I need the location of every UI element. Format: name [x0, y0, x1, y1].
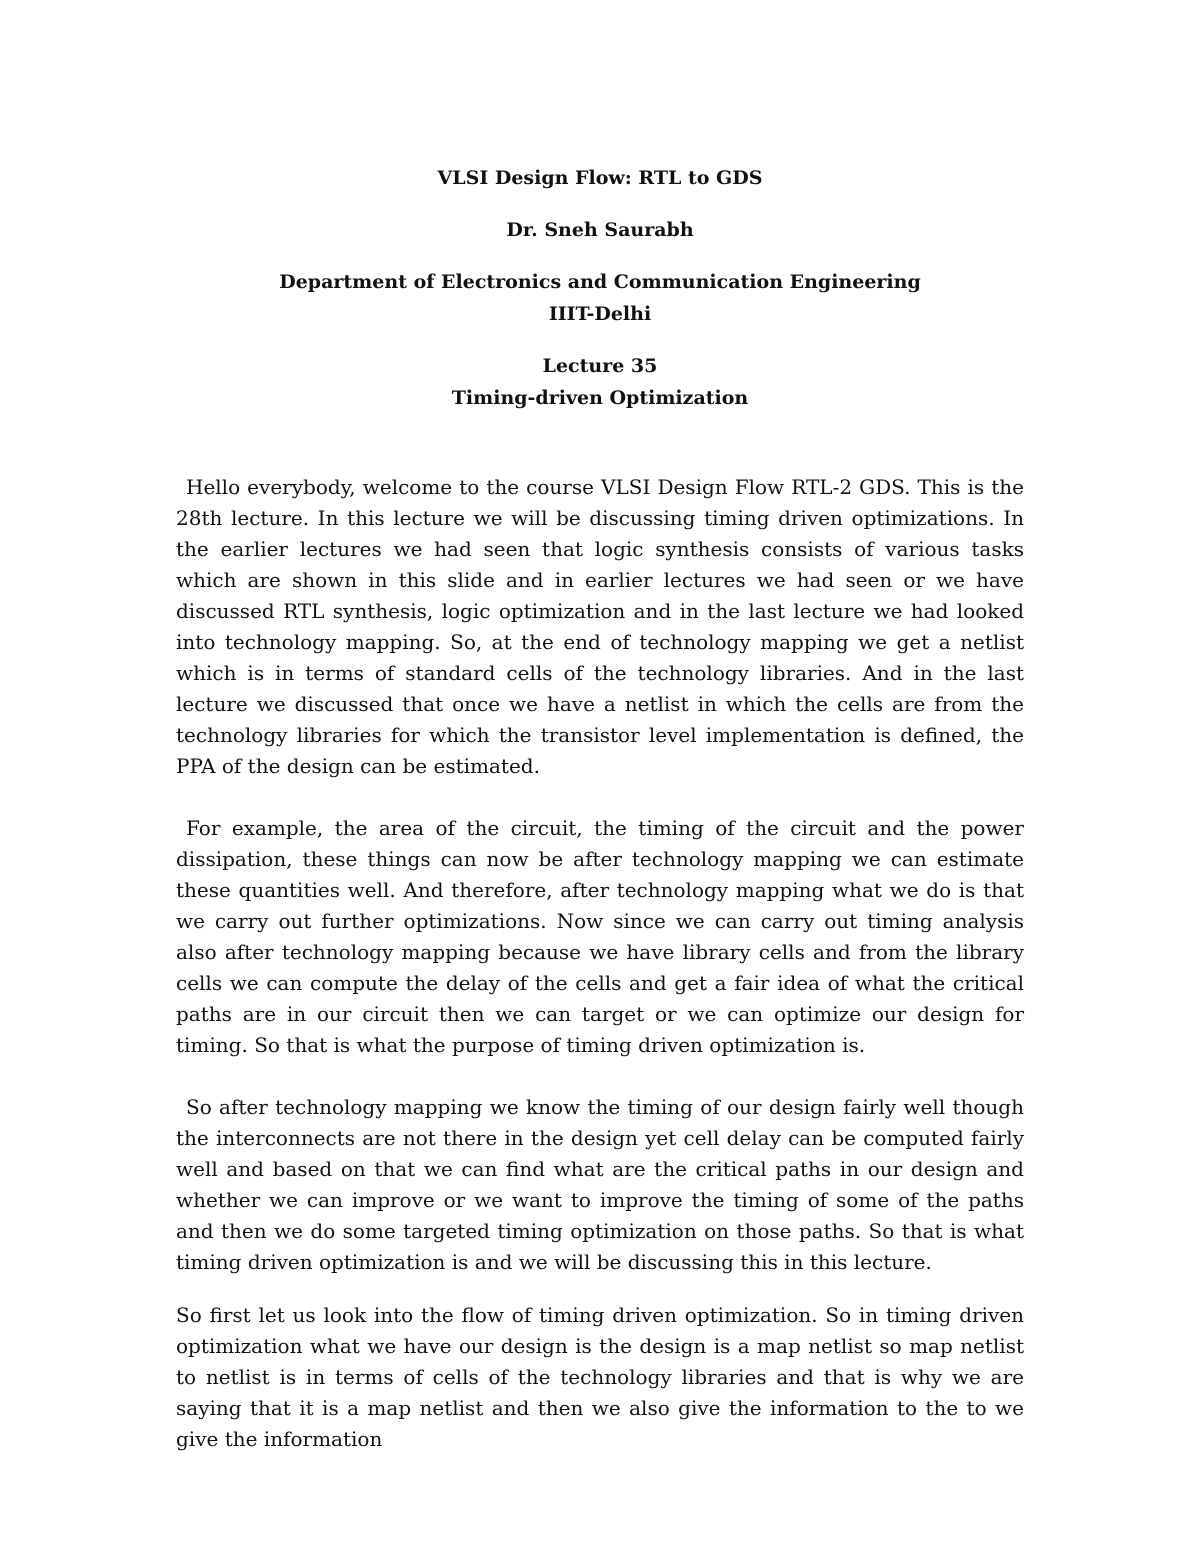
- institute-name: IIIT-Delhi: [548, 303, 652, 325]
- author-name: Dr. Sneh Saurabh: [506, 219, 694, 241]
- title-block: [0, 162, 1200, 414]
- paragraph-2: For example, the area of the circuit, the timing of the circuit and the power dissipation, these things can now be after technology mapping we can estimate these quantities well. And therefore, after technology mapping what we do is that we carry out further optimizations. Now since we can carry out timing analysis also after technology mapping because we have library cells and from the library cells we can compute the delay of the cells and get a fair idea of what the critical paths are in our circuit then we can target or we can optimize our design for timing. So that is what the purpose of timing driven optimization is.: [176, 816, 1024, 1057]
- lecture-number: Lecture 35: [542, 355, 658, 377]
- paragraph-3: So after technology mapping we know the timing of our design fairly well though the interconnects are not there in the design yet cell delay can be computed fairly well and based on that we can find what are the critical paths in our design and whether we can improve or we want to improve the timing of some of the paths and then we do some targeted timing optimization on those paths. So that is what timing driven optimization is and we will be discussing this in this lecture.: [176, 1095, 1024, 1274]
- spacer: [0, 246, 1200, 266]
- lecture-title: Timing-driven Optimization: [451, 387, 749, 409]
- transcript-body: [176, 472, 1024, 1486]
- spacer: [0, 194, 1200, 214]
- paragraph-4: So first let us look into the flow of timing driven optimization. So in timing driven optimization what we have our design is the design is a map netlist so map netlist to netlist is in terms of cells of the technology libraries and that is why we are saying that it is a map netlist and then we also give the information to the to we give the information: [176, 1303, 1024, 1451]
- paragraph-1: Hello everybody, welcome to the course VLSI Design Flow RTL-2 GDS. This is the 28th lecture. In this lecture we will be discussing timing driven optimizations. In the earlier lectures we had seen that logic synthesis consists of various tasks which are shown in this slide and in earlier lectures we had seen or we have discussed RTL synthesis, logic optimization and in the last lecture we had looked into technology mapping. So, at the end of technology mapping we get a netlist which is in terms of standard cells of the technology libraries. And in the last lecture we discussed that once we have a netlist in which the cells are from the technology libraries for which the transistor level implementation is defined, the PPA of the design can be estimated.: [176, 475, 1024, 778]
- spacer: [0, 330, 1200, 350]
- course-title: VLSI Design Flow: RTL to GDS: [437, 167, 763, 189]
- department-name: Department of Electronics and Communication Engineering: [279, 271, 921, 293]
